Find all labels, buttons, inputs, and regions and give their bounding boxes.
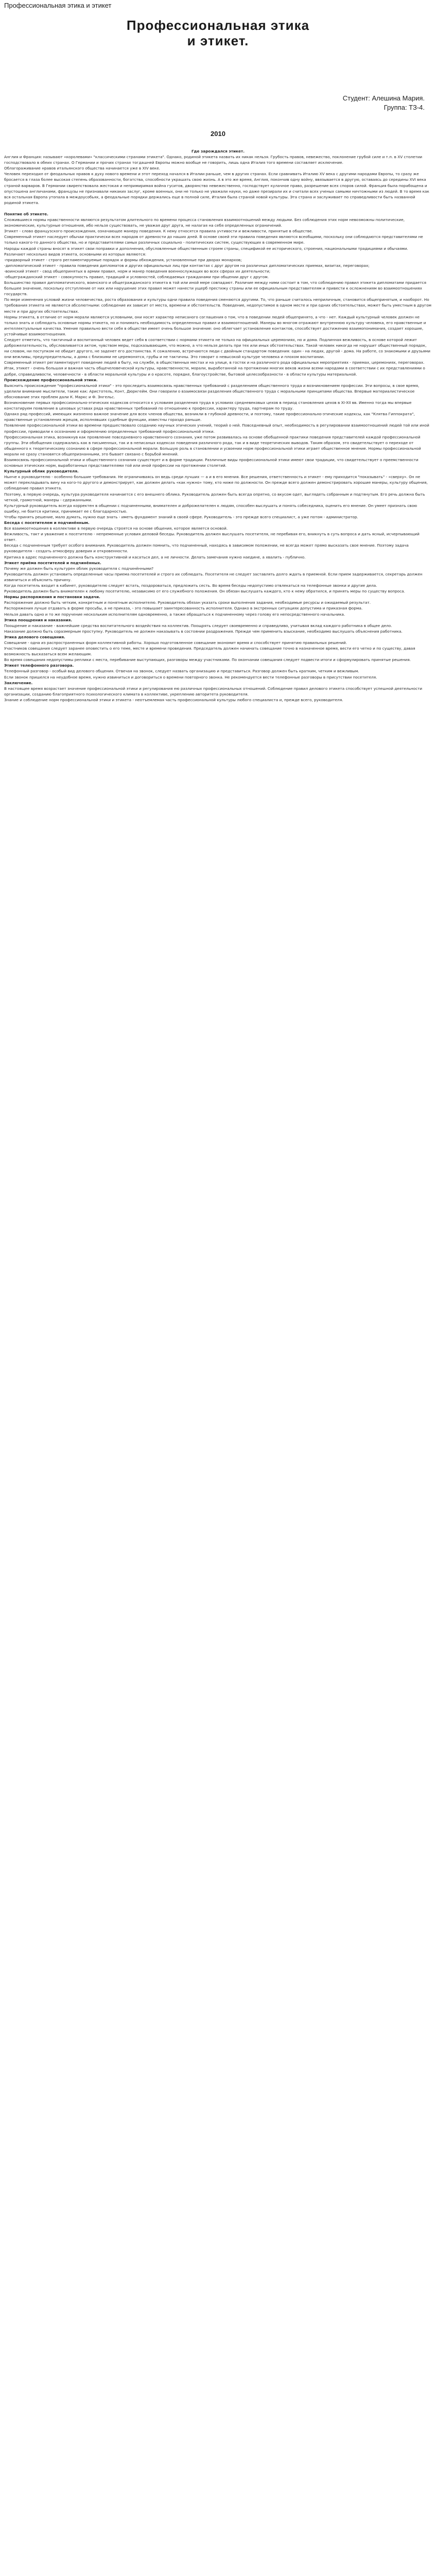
section-heading: Заключение. xyxy=(4,680,33,685)
section-heading: Происхождение профессиональной этики. xyxy=(4,377,98,382)
section-heading: Этикет приёма посетителей и подчинённых. xyxy=(4,560,101,565)
paragraph: Народы каждой страны вносят в этикет свои поправки и дополнения, обусловленные общественным строем страны, спецификой ее исторического, строения, национальными традициями и обычаями. xyxy=(4,246,408,251)
section-heading: Культурный облик руководителя. xyxy=(4,469,79,474)
paragraph: -дипломатический этикет - правила поведения дипломатов и других официальных лиц при контактах с друг другом на различных дипломатических приемах, визитах, переговорах; xyxy=(4,263,370,268)
paragraph: Распоряжения лучше отдавать в форме просьбы, а не приказа, - это повышает заинтересованность исполнителя. Однако в экстренных ситуациях допустима и приказная форма. xyxy=(4,606,363,611)
paragraph: Во время совещания недопустимы реплики с места, перебивание выступающих, разговоры между участниками. По окончании совещания следует подвести итоги и сформулировать принятые решения. xyxy=(4,657,411,663)
paragraph: Возникновение первых профессионально-этических кодексов относится к условиям разделения труда в условиях средневековых цехов в период становления цехов в XI-XII вв. Именно тогда мы впервые констатируем появление в цеховых уставах ряда нравственных требований по отношению к профессии, характеру труда, партнерам по труду. xyxy=(4,400,412,411)
paragraph: Руководитель должен установить определенные часы приема посетителей и строго их соблюдать. Посетителя не следует заставлять долго ждать в приемной. Если прием задерживается, секретарь должен извиниться и объяснить причину. xyxy=(4,571,423,582)
paragraph: Почему же должен быть культурен облик руководителя с подчинёнными? xyxy=(4,566,154,571)
paragraph: Вежливость, такт и уважение к посетителю - непременные условия деловой беседы. Руководитель должен выслушать посетителя, не перебивая его, вникнуть в суть вопроса и дать ясный, исчерпывающий ответ. xyxy=(4,532,420,543)
paragraph: Этикет - слово французского происхождения, означающее манеру поведения. К нему относятся правила учтивости и вежливости, принятые в обществе. xyxy=(4,229,313,234)
paragraph: Наказание должно быть соразмерным проступку. Руководитель не должен наказывать в состоянии раздражения. Прежде чем применить взыскание, необходимо выслушать объяснения работника. xyxy=(4,629,403,634)
paragraph: Различают несколько видов этикета, основными из которых являются: xyxy=(4,251,147,257)
paragraph: Англия и Франция: называют «королевами» "классическими странами этикета". Однако, родиной этикета назвать их никак нельзя. Грубость правов, невежество, поклонение грубой силе и т.п. в XV столетии господствовало в обеих странах. О Германии и прочих странах тогдашней Европы можно вообще не говорить, лишь одна Италия того времени составляет исключение. xyxy=(4,155,423,165)
student-name: Студент: Алешина Мария. xyxy=(342,94,425,102)
paragraph: Знание и соблюдение норм профессиональной этики и этикета - неотъемлемая часть профессиональной культуры любого специалиста и, прежде всего, руководителя. xyxy=(4,697,343,702)
paragraph: -придворный этикет - строго регламентируемые порядок и формы обхождения, установленные при дворах монархов; xyxy=(4,257,242,262)
section-heading: Этикет телефонного разговора. xyxy=(4,663,74,668)
paragraph: Человек переходил от феодальных нравов к духу нового времени и этот переход начался в Италии раньше, чем в других странах. Если сравнивать Италию XV века с другими народами Европы, то сразу же бросается в глаза более высокая степень образованности, богатства, способности украшать свою жизнь. А в это же время, Англия, покончив одну войну, ввязывается в другую, оставаясь до середины XVI века страной варваров. В Германии свирепствовала жестокая и непримиримая война гуситов, дворянство невежественно, господствует кулачное право, разрешение всех споров силой. Франция была порабощена и опустошена англичанами, французы не признавали никаких заслуг, кроме военных, они не только не уважали науки, но даже презирали их и считали всех ученых самыми ничтожными из людей. В то время как вся остальная Европа утопала в междоусобьях, а феодальные порядки держались еще в полной силе, Италия была страной новой культуры. Эта страна и заслуживает по справедливости быть названной родиной этикета. xyxy=(4,172,429,205)
paragraph: Распоряжение должно быть четким, конкретным и понятным исполнителю. Руководитель обязан указать сроки выполнения задания, необходимые ресурсы и ожидаемый результат. xyxy=(4,600,371,605)
paragraph: Выяснить происхождение "профессиональной этики" - это проследить взаимосвязь нравственных требований с разделением общественного труда и возникновением профессии. Эти вопросы, в свое время, уделили внимание мыслители, такие как: Аристотель, Конт, Дюркгейм. Они говорили о взаимосвязи разделения общественного труда с моральными принципами общества. Впервые материалистическое обоснование этих проблем дали К. Маркс и Ф. Энгельс. xyxy=(4,383,420,399)
student-group: Группа: ТЗ-4. xyxy=(383,104,425,111)
paragraph: Участников совещания следует заранее оповестить о его теме, месте и времени проведения. Председатель должен начинать совещание точно в назначенное время, вести его четко и по существу, давая возможность высказаться всем желающим. xyxy=(4,646,415,657)
paragraph: Телефонный разговор - особый вид делового общения. Отвечая на звонок, следует назвать организацию и представиться. Разговор должен быть кратким, четким и вежливым. xyxy=(4,669,359,674)
paragraph: Критика в адрес подчиненного должна быть конструктивной и касаться дел, а не личности. Делать замечания нужно наедине, а хвалить - публично. xyxy=(4,554,306,560)
paragraph: Когда посетитель входит в кабинет, руководителю следует встать, поздороваться, предложить сесть. Во время беседы недопустимо отвлекаться на телефонные звонки и другие дела. xyxy=(4,583,377,588)
document-top-label: Профессиональная этика и этикет xyxy=(4,2,112,9)
paragraph: Большинство правил дипломатического, воинского и общегражданского этикета в той или иной мере совпадают. Различие между ними состоит в том, что соблюдению правил этикета дипломатами придается большее значение, поскольку отступление от них или нарушение этих правил может нанести ущерб престижу страны или ее официальным представителям и привести к осложнениям во взаимоотношениях государств. xyxy=(4,280,427,297)
paragraph: В настоящее время возрастает значение профессиональной этики и регулирования ею различных профессиональных отношений. Соблюдение правил делового этикета способствует успешной деятельности организации, созданию благоприятного психологического климата в коллективе, укреплению авторитета руководителя. xyxy=(4,686,423,697)
paragraph: Если звонок пришелся на неудобное время, нужно извиниться и договориться о времени повторного звонка. Не рекомендуется вести телефонные разговоры в присутствии посетителя. xyxy=(4,674,377,680)
paragraph: Сложившиеся нормы нравственности являются результатом длительного по времени процесса становления взаимоотношений между людьми. Без соблюдения этих норм невозможны политические, экономические, культурные отношения, ибо нельзя существовать, не уважая друг друга, не налагая на себя определенных ограничений. xyxy=(4,217,405,228)
document-title xyxy=(4,18,432,48)
paragraph-gap xyxy=(4,206,432,211)
paragraph: Однако ряд профессий, имеющих жизненно важное значение для всех членов общества, возникли в глубокой древности, и поэтому, такие профессионально-этические кодексы, как "Клятва Гиппократа", нравственные установления жрецов, исполнявших судебные функции, известны гораздо раньше. xyxy=(4,412,415,422)
paragraph: -общегражданский этикет - совокупность правил, традиций и условностей, соблюдаемых гражданами при общении друг с другом. xyxy=(4,274,269,279)
section-heading: Нормы распоряжения и постановки задачи. xyxy=(4,595,100,600)
paragraph: Нынче к руководителю - особенно большие требования. Не ограничиваясь он ведь среди лучших — а и в его мнения. Все решения, ответственность и этикет - ему приходится "показывать" - «сверху». Он не может перекладывать вину на кого-то другого и демонстрирует, как должен делать «как нужно» тому, кто ниже по должности. Он прежде всего должен демонстрировать хорошие манеры, культуру общения, соблюдение правил этикета. xyxy=(4,474,428,491)
paragraph: Поощрение и наказание - важнейшие средства воспитательного воздействия на коллектив. Поощрять следует своевременно и справедливо, учитывая вклад каждого работника в общее дело. xyxy=(4,623,392,628)
section-heading: Где зарождался этикет. xyxy=(191,149,245,154)
paragraph: Появление профессиональной этики во времени предшествовало созданию научных этических учений, теорий о ней. Повседневный опыт, необходимость в регулировании взаимоотношений людей той или иной профессии, приводили к осознанию и оформлению определенных требований профессиональной этики. xyxy=(4,423,429,434)
title-line-1: Профессиональная этика xyxy=(126,18,310,33)
paragraph: Современный этикет наследует обычаи практически всех народов от древности до наших дней. В основе своей эти правила поведения являются всеобщими, поскольку они соблюдаются представителями не только какого-то данного общества, но и представителями самых различных социально - политических систем, существующих в современном мире. xyxy=(4,234,423,245)
paragraph: Культурный руководитель всегда корректен в общении с подчиненными, внимателен и доброжелателен к людям, способен выслушать и понять собеседника, оценить его мнение. Он умеет признать свою ошибку, не боится критики, принимает ее с благодарностью. xyxy=(4,503,417,514)
document-year: 2010 xyxy=(211,130,225,138)
author-block xyxy=(4,94,432,112)
paragraph: -воинский этикет - свод общепринятых в армии правил, норм и манер поведения военнослужащих во всех сферах их деятельности; xyxy=(4,268,271,274)
section-heading: Беседа с посетителем и подчинённым. xyxy=(4,520,90,525)
title-line-2: и этикет. xyxy=(187,33,249,48)
paragraph: Нельзя давать одно и то же поручение нескольким исполнителям одновременно, а также обращаться к подчиненному через голову его непосредственного начальника. xyxy=(4,612,345,617)
paragraph: Нормы этикета, в отличие от норм морали являются условными, они носят характер неписаного соглашения о том, что в поведении людей общепринято, а что - нет. Каждый культурный человек должен не только знать и соблюдать основные нормы этикета, но и понимать необходимость определенных правил и взаимоотношений. Манеры во многом отражают внутреннюю культуру человека, его нравственные и интеллектуальные качества. Умение правильно вести себя в обществе имеет очень большое значение: оно облегчает установление контактов, способствует достижению взаимопонимания, создает хорошие, устойчивые взаимоотношения. xyxy=(4,314,426,336)
paragraph: Облагораживание нравов итальянского общества начинается уже в XIV веке. xyxy=(4,166,161,171)
paragraph: Итак, этикет - очень большая и важная часть общечеловеческой культуры, нравственности, морали, выработанной на протяжении многих веков жизни всеми народами в соответствии с их представлениями о добре, справедливости, человечности - в области моральной культуры и о красоте, порядке, благоустройстве, бытовой целесообразности - в области культуры материальной. xyxy=(4,366,425,377)
section-heading: Этика делового совещания. xyxy=(4,634,65,639)
paragraph: Беседа с подчиненным требует особого внимания. Руководитель должен помнить, что подчиненный, находясь в зависимом положении, не всегда может прямо высказать свое мнение. Поэтому задача руководителя - создать атмосферу доверия и откровенности. xyxy=(4,543,409,554)
paragraph: По мере изменения условий жизни человечества, роста образования и культуры одни правила поведения сменяются другими. То, что раньше считалось неприличным, становится общепринятым, и наоборот. Но требования этикета не являются абсолютными: соблюдение их зависит от места, времени и обстоятельств. Поведение, недопустимое в одном месте и при одних обстоятельствах, может быть уместным в другом месте и при других обстоятельствах. xyxy=(4,297,432,314)
section-heading: Этика поощрения и наказания. xyxy=(4,617,73,622)
paragraph: Совещание - одна из распространенных форм коллективной работы. Хорошо подготовленное совещание экономит время и способствует принятию правильных решений. xyxy=(4,640,347,645)
paragraph: Взаимосвязь профессиональной этики и общественного сознания существует и в форме традиции. Различные виды профессиональной этики имеют свои традиции, что свидетельствует о преемственности основных этических норм, выработанных представителями той или иной профессии на протяжении столетий. xyxy=(4,457,418,468)
paragraph: Поэтому, в первую очередь, культура руководителя начинается с его внешнего облика. Руководитель должен быть всегда опрятно, со вкусом одет, выглядеть собранным и подтянутым. Его речь должна быть четкой, грамотной, манеры - сдержанными. xyxy=(4,492,425,502)
paragraph: Руководитель должен быть внимателен к любому посетителю, независимо от его служебного положения. Он обязан выслушать каждого, кто к нему обратился, и принять меры по существу вопроса. xyxy=(4,589,405,594)
paragraph: Чтобы принять решение, мало думать, нужно еще знать - иметь фундамент знаний в своей сфере. Руководитель - это прежде всего специалист, а уже потом - администратор. xyxy=(4,514,358,519)
paragraph: Современный этикет регламентирует поведение людей в быту, на службе, в общественных местах и на улице, в гостях и на различного рода официальных мероприятиях - приемах, церемониях, переговорах. xyxy=(4,360,425,365)
section-heading: Понятие об этикете. xyxy=(4,211,48,216)
paragraph: Профессиональная этика, возникнув как проявление повседневного нравственного сознания, уже потом развивалась на основе обобщенной практики поведения представителей каждой профессиональной группы. Эти обобщения содержались как в письменных, так и в неписаных кодексах поведения различного рода, так и в виде теоретических выводов. Таким образом, это свидетельствует о переходе от обыденного к теоретическому сознанию в сфере профессиональной морали. Большую роль в становлении и усвоении норм профессиональной этики играет общественное мнение. Нормы профессиональной морали не сразу становятся общепризнанными, это бывает связано с борьбой мнений. xyxy=(4,434,421,456)
document-body xyxy=(4,148,432,703)
paragraph: Следует отметить, что тактичный и воспитанный человек ведет себя в соответствии с нормами этикета не только на официальных церемониях, но и дома. Подлинная вежливость, в основе которой лежит доброжелательность, обусловливается актом, чувством меры, подсказывающим, что можно, а что нельзя делать при тех или иных обстоятельствах. Такой человек никогда не нарушит общественный порядок, ни словом, ни поступком не обидит другого, не заденет его достоинства. К сожалению, встречаются люди с двойным стандартом поведения: один - на людях, другой - дома. На работе, со знакомыми и друзьями они вежливы, предупредительны, а дома с близкими не церемонятся, грубы и не тактичны. Это говорит о невысокой культуре человека и плохом воспитании. xyxy=(4,337,431,360)
paragraph: Все взаимоотношения в коллективе в первую очередь строятся на основе общения, которое является основой. xyxy=(4,526,228,531)
